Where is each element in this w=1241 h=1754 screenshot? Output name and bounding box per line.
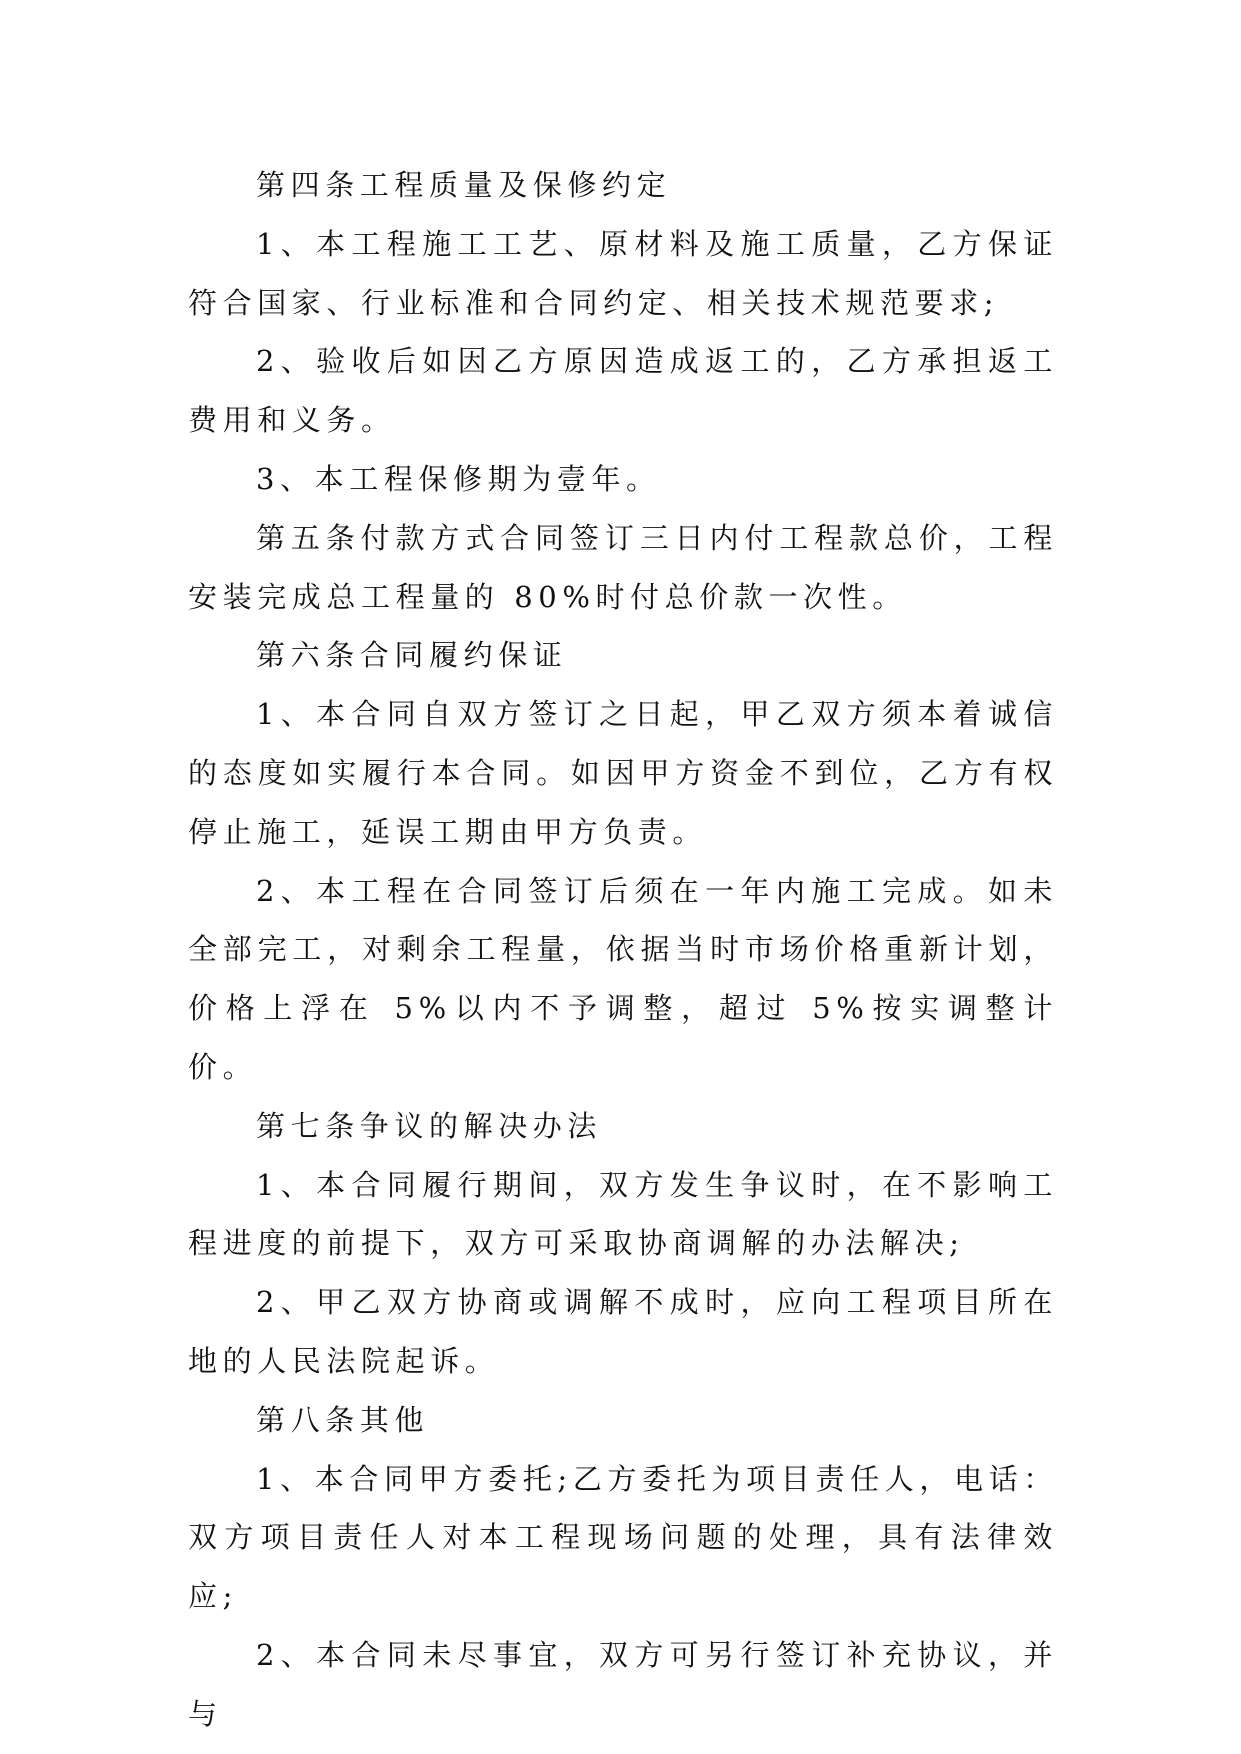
document-body: [188, 156, 1058, 1744]
paragraph: 2、本工程在合同签订后须在一年内施工完成。如未全部完工，对剩余工程量，依据当时市场价格重新计划，价格上浮在 5%以内不予调整，超过 5%按实调整计价。: [188, 873, 1058, 1084]
section-heading-article-6: 第六条合同履约保证: [256, 638, 568, 673]
paragraph: 1、本合同甲方委托;乙方委托为项目责任人，电话：双方项目责任人对本工程现场问题的处理，具有法律效应;: [188, 1461, 1058, 1614]
section-heading-article-8: 第八条其他: [256, 1402, 430, 1437]
paragraph: 1、本合同自双方签订之日起，甲乙双方须本着诚信的态度如实履行本合同。如因甲方资金不到位，乙方有权停止施工，延误工期由甲方负责。: [188, 697, 1058, 849]
section-heading-article-5: 第五条付款方式合同签订三日内付工程款总价，工程安装完成总工程量的 80%时付总价款一次性。: [188, 520, 1058, 614]
paragraph: 2、甲乙双方协商或调解不成时，应向工程项目所在地的人民法院起诉。: [188, 1285, 1058, 1378]
section-heading-article-7: 第七条争议的解决办法: [256, 1108, 603, 1143]
paragraph: 1、本合同履行期间，双方发生争议时，在不影响工程进度的前提下，双方可采取协商调解的办法解决;: [188, 1167, 1058, 1261]
paragraph: 2、验收后如因乙方原因造成返工的，乙方承担返工费用和义务。: [188, 344, 1058, 438]
paragraph: 2、本合同未尽事宜，双方可另行签订补充协议，并与: [188, 1637, 1058, 1731]
paragraph: 1、本工程施工工艺、原材料及施工质量，乙方保证符合国家、行业标准和合同约定、相关技术规范要求;: [188, 226, 1058, 320]
paragraph: 3、本工程保修期为壹年。: [256, 461, 661, 496]
section-heading-article-4: 第四条工程质量及保修约定: [256, 168, 672, 202]
